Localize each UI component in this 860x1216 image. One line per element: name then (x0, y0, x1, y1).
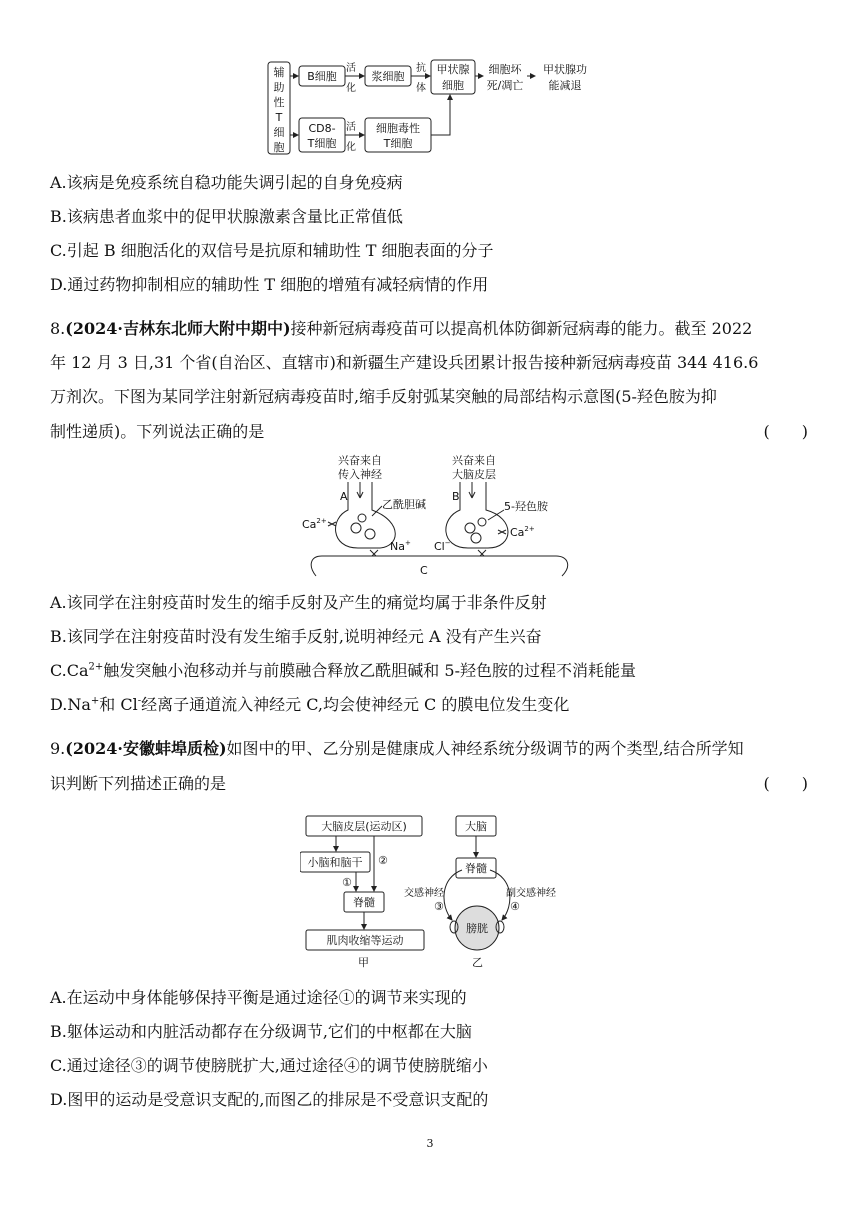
q7-option-b: B.该病患者血浆中的促甲状腺激素含量比正常值低 (50, 207, 403, 226)
pathway-2-label: ② (378, 854, 388, 867)
neuron-a-label: A (340, 490, 348, 503)
superscript: - (137, 695, 142, 707)
figure-yi-label: 乙 (472, 956, 483, 969)
excite-source-a: 传入神经 (338, 468, 382, 481)
ctl-label: T细胞 (383, 137, 413, 150)
q9-option-a: A.在运动中身体能够保持平衡是通过途径①的调节来实现的 (50, 988, 467, 1007)
synapse-diagram (300, 452, 600, 580)
motor-cortex-label: 大脑皮层(运动区) (321, 820, 407, 833)
q8-option-c (50, 660, 636, 682)
brain-label: 大脑 (465, 820, 487, 833)
pathway-3-label: ③ (434, 900, 444, 913)
option-text: 和 Cl (99, 695, 138, 714)
spinal-cord-label: 脊髓 (353, 896, 375, 909)
helper-t-char: 助 (273, 81, 285, 94)
superscript: 2+ (88, 661, 104, 673)
option-text: C.Ca (50, 661, 89, 680)
option-text: 经离子通道流入神经元 C,均会使神经元 C 的膜电位发生变化 (141, 695, 570, 714)
neuron-b-label: B (452, 490, 460, 503)
helper-t-char: 辅 (273, 66, 285, 79)
cd8-label: T细胞 (307, 137, 337, 150)
sympathetic-label: 交感神经 (404, 888, 444, 899)
question-source: (2024·吉林东北师大附中期中) (65, 319, 291, 338)
chloride-label: Cl− (434, 539, 451, 553)
q8-stem-line-4: 制性递质)。下列说法正确的是 (50, 422, 265, 441)
spinal-cord-label: 脊髓 (465, 862, 487, 875)
q8-stem-line-1 (50, 318, 752, 340)
cell-damage-label: 死/凋亡 (486, 79, 524, 92)
q9-stem-line-1 (50, 738, 744, 760)
activate-label: 化 (346, 83, 356, 94)
q9-option-b: B.躯体运动和内脏活动都存在分级调节,它们的中枢都在大脑 (50, 1022, 472, 1041)
activate-label: 化 (346, 142, 356, 153)
cerebellum-label: 小脑和脑干 (307, 856, 363, 869)
thyroid-function-label: 能减退 (548, 79, 582, 92)
excite-source-a: 兴奋来自 (338, 454, 382, 467)
superscript: + (90, 695, 100, 707)
page-number: 3 (426, 1137, 434, 1150)
nervous-regulation-diagram (300, 810, 570, 970)
pathway-4-label: ④ (510, 900, 520, 913)
thyroid-function-label: 甲状腺功 (543, 63, 587, 76)
helper-t-char: 性 (273, 96, 285, 109)
excite-source-b: 兴奋来自 (452, 454, 496, 467)
ctl-label: 细胞毒性 (376, 122, 420, 135)
helper-t-char: 细 (273, 126, 285, 139)
helper-t-char: 胞 (273, 141, 285, 154)
q7-option-d: D.通过药物抑制相应的辅助性 T 细胞的增殖有减轻病情的作用 (50, 275, 489, 294)
b-cell-label: B细胞 (307, 70, 337, 83)
q7-option-a: A.该病是免疫系统自稳功能失调引起的自身免疫病 (50, 173, 403, 192)
question-number: 8. (50, 319, 66, 338)
figure-jia-label: 甲 (358, 956, 369, 969)
option-text: D.Na (50, 695, 91, 714)
activate-label: 活 (346, 63, 356, 74)
muscle-label: 肌肉收缩等运动 (326, 934, 404, 947)
antibody-label: 抗 (416, 63, 426, 74)
q8-stem-line-3: 万剂次。下图为某同学注射新冠病毒疫苗时,缩手反射弧某突触的局部结构示意图(5-羟色胺为抑 (50, 387, 717, 406)
q9-option-c: C.通过途径③的调节使膀胱扩大,通过途径④的调节使膀胱缩小 (50, 1056, 488, 1075)
serotonin-label: 5-羟色胺 (504, 500, 548, 513)
neuron-c-label: C (420, 564, 428, 577)
thyroid-cell-label: 细胞 (442, 79, 464, 92)
thyroid-cell-label: 甲状腺 (436, 63, 470, 76)
q9-stem-line-2: 识判断下列描述正确的是 (50, 774, 227, 793)
excite-source-b: 大脑皮层 (452, 468, 496, 481)
option-text: 触发突触小泡移动并与前膜融合释放乙酰胆碱和 5-羟色胺的过程不消耗能量 (103, 661, 636, 680)
question-number: 9. (50, 739, 66, 758)
q8-option-d (50, 694, 569, 716)
activate-label: 活 (346, 122, 356, 133)
answer-blank: ( ) (763, 774, 808, 793)
question-source: (2024·安徽蚌埠质检) (65, 739, 227, 758)
pathway-1-label: ① (342, 876, 352, 889)
stem-text: 接种新冠病毒疫苗可以提高机体防御新冠病毒的能力。截至 2022 (290, 319, 753, 338)
q9-option-d: D.图甲的运动是受意识支配的,而图乙的排尿是不受意识支配的 (50, 1090, 489, 1109)
answer-blank: ( ) (763, 422, 808, 441)
q7-option-c: C.引起 B 细胞活化的双信号是抗原和辅助性 T 细胞表面的分子 (50, 241, 494, 260)
cell-damage-label: 细胞坏 (488, 63, 522, 76)
sodium-label: Na+ (390, 539, 411, 553)
acetylcholine-label: 乙酰胆碱 (382, 498, 426, 511)
antibody-label: 体 (416, 83, 426, 94)
q8-option-a: A.该同学在注射疫苗时发生的缩手反射及产生的痛觉均属于非条件反射 (50, 593, 547, 612)
parasympathetic-label: 副交感神经 (506, 888, 556, 899)
plasma-cell-label: 浆细胞 (371, 70, 405, 83)
cd8-label: CD8- (308, 122, 336, 135)
stem-text: 如图中的甲、乙分别是健康成人神经系统分级调节的两个类型,结合所学知 (226, 739, 744, 758)
bladder-label: 膀胱 (466, 922, 488, 935)
helper-t-char: T (275, 111, 283, 124)
calcium-label-left: $Ca^{2+}$ (302, 517, 327, 531)
calcium-label-right: $Ca^{2+}$ (510, 525, 535, 539)
q8-option-b: B.该同学在注射疫苗时没有发生缩手反射,说明神经元 A 没有产生兴奋 (50, 627, 542, 646)
immune-pathway-diagram (265, 58, 615, 158)
q8-stem-line-2: 年 12 月 3 日,31 个省(自治区、直辖市)和新疆生产建设兵团累计报告接种新冠病毒疫苗 344 416.6 (50, 353, 759, 372)
